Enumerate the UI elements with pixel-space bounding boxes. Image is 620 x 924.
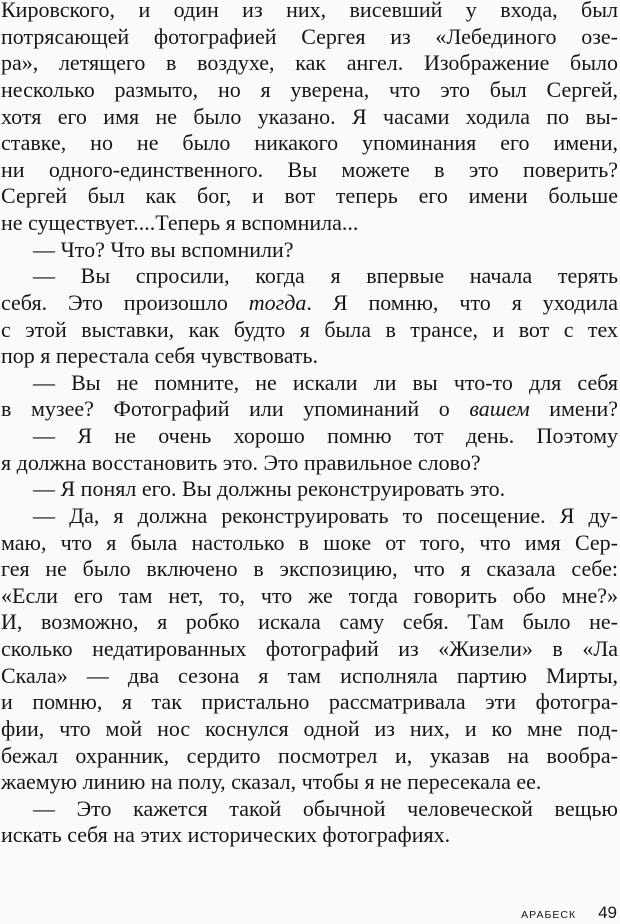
- text-segment: с этой выставки, как будто я была в трансе, и вот с тех: [1, 316, 618, 342]
- text-segment: — Что? Что вы вспомнили?: [33, 236, 294, 262]
- text-segment: искать себя на этих исторических фотографиях.: [1, 822, 451, 848]
- page-footer: [521, 903, 617, 923]
- text-line: [1, 343, 618, 370]
- text-segment: ставке, но не было никакого упоминания его имени,: [1, 130, 618, 156]
- text-segment: в музее? Фотографий или упоминаний о: [1, 396, 470, 422]
- text-line: [1, 183, 618, 210]
- text-segment: — Я понял его. Вы должны реконструировать это.: [33, 476, 506, 502]
- text-segment: себя. Это произошло: [1, 289, 249, 315]
- text-segment: — Да, я должна реконструировать то посещение. Я ду-: [33, 502, 618, 528]
- text-segment: — Вы спросили, когда я впервые начала терять: [33, 263, 618, 289]
- text-line: [1, 822, 618, 849]
- text-segment: бежал охранник, сердито посмотрел и, указав на вообра-: [1, 742, 618, 768]
- text-segment: И, возможно, я робко искала саму себя. Там было не-: [1, 609, 618, 635]
- text-line: [1, 796, 618, 823]
- text-line: [1, 210, 618, 237]
- text-line: [1, 370, 618, 397]
- text-segment: жаемую линию на полу, сказал, чтобы я не пересекала ее.: [1, 769, 542, 795]
- text-line: [1, 450, 618, 477]
- text-segment: потрясающей фотографией Сергея из «Лебединого озе-: [1, 23, 618, 49]
- text-segment: маю, что я была настолько в шоке от того, что имя Сер-: [1, 529, 618, 555]
- text-line: [1, 290, 618, 317]
- text-segment: и помню, я так пристально рассматривала эти фотогра-: [1, 689, 618, 715]
- emphasized-text: вашем: [469, 396, 530, 422]
- text-line: [1, 423, 618, 450]
- text-line: [1, 476, 618, 503]
- text-segment: сколько недатированных фотографий из «Жизели» в «Ла: [1, 636, 618, 661]
- text-segment: имени?: [529, 396, 618, 422]
- text-line: [1, 609, 618, 636]
- text-line: [1, 636, 618, 663]
- text-segment: «Если его там нет, то, что же тогда говорить обо мне?»: [1, 582, 618, 608]
- text-line: [1, 157, 618, 184]
- text-line: [1, 663, 618, 690]
- text-line: [1, 24, 618, 51]
- text-line: [1, 0, 618, 24]
- text-line: [1, 50, 618, 77]
- text-line: [1, 769, 618, 796]
- running-title: АРАБЕСК: [521, 909, 577, 921]
- text-line: [1, 130, 618, 157]
- text-line: [1, 583, 618, 610]
- page-text-block: [1, 0, 618, 849]
- text-segment: я должна восстановить это. Это правильное слово?: [1, 449, 481, 475]
- text-segment: Скала» — два сезона я там исполняла партию Мирты,: [1, 662, 618, 688]
- text-segment: не существует....Теперь я вспомнила...: [1, 210, 359, 235]
- text-line: [1, 530, 618, 557]
- text-segment: . Я помню, что я уходила: [306, 289, 619, 315]
- text-segment: — Это кажется такой обычной человеческой вещью: [33, 795, 618, 821]
- text-segment: Сергей был как бог, и вот теперь его имени больше: [1, 183, 618, 209]
- text-line: [1, 556, 618, 583]
- text-line: [1, 689, 618, 716]
- text-segment: несколько размыто, но я уверена, что это был Сергей,: [1, 76, 618, 102]
- text-line: [1, 716, 618, 743]
- text-line: [1, 317, 618, 344]
- text-segment: хотя его имя не было указано. Я часами ходила по вы-: [1, 103, 618, 129]
- text-line: [1, 743, 618, 770]
- page-number: 49: [598, 903, 617, 922]
- text-line: [1, 263, 618, 290]
- text-segment: — Вы не помните, не искали ли вы что-то для себя: [33, 369, 618, 395]
- text-line: [1, 237, 618, 264]
- emphasized-text: тогда: [248, 289, 307, 315]
- text-line: [1, 104, 618, 131]
- text-line: [1, 503, 618, 530]
- text-line: [1, 396, 618, 423]
- text-segment: пор я перестала себя чувствовать.: [1, 343, 319, 369]
- text-segment: ра», летящего в воздухе, как ангел. Изображение было: [1, 50, 618, 76]
- text-segment: фии, что мой нос коснулся одной из них, и ко мне под-: [1, 715, 618, 741]
- text-segment: — Я не очень хорошо помню тот день. Поэтому: [33, 423, 618, 448]
- text-segment: Кировского, и один из них, висевший у входа, был: [1, 0, 618, 22]
- text-segment: гея не было включено в экспозицию, что я сказала себе:: [1, 556, 618, 582]
- text-line: [1, 77, 618, 104]
- text-segment: ни одного-единственного. Вы можете в это поверить?: [1, 156, 618, 182]
